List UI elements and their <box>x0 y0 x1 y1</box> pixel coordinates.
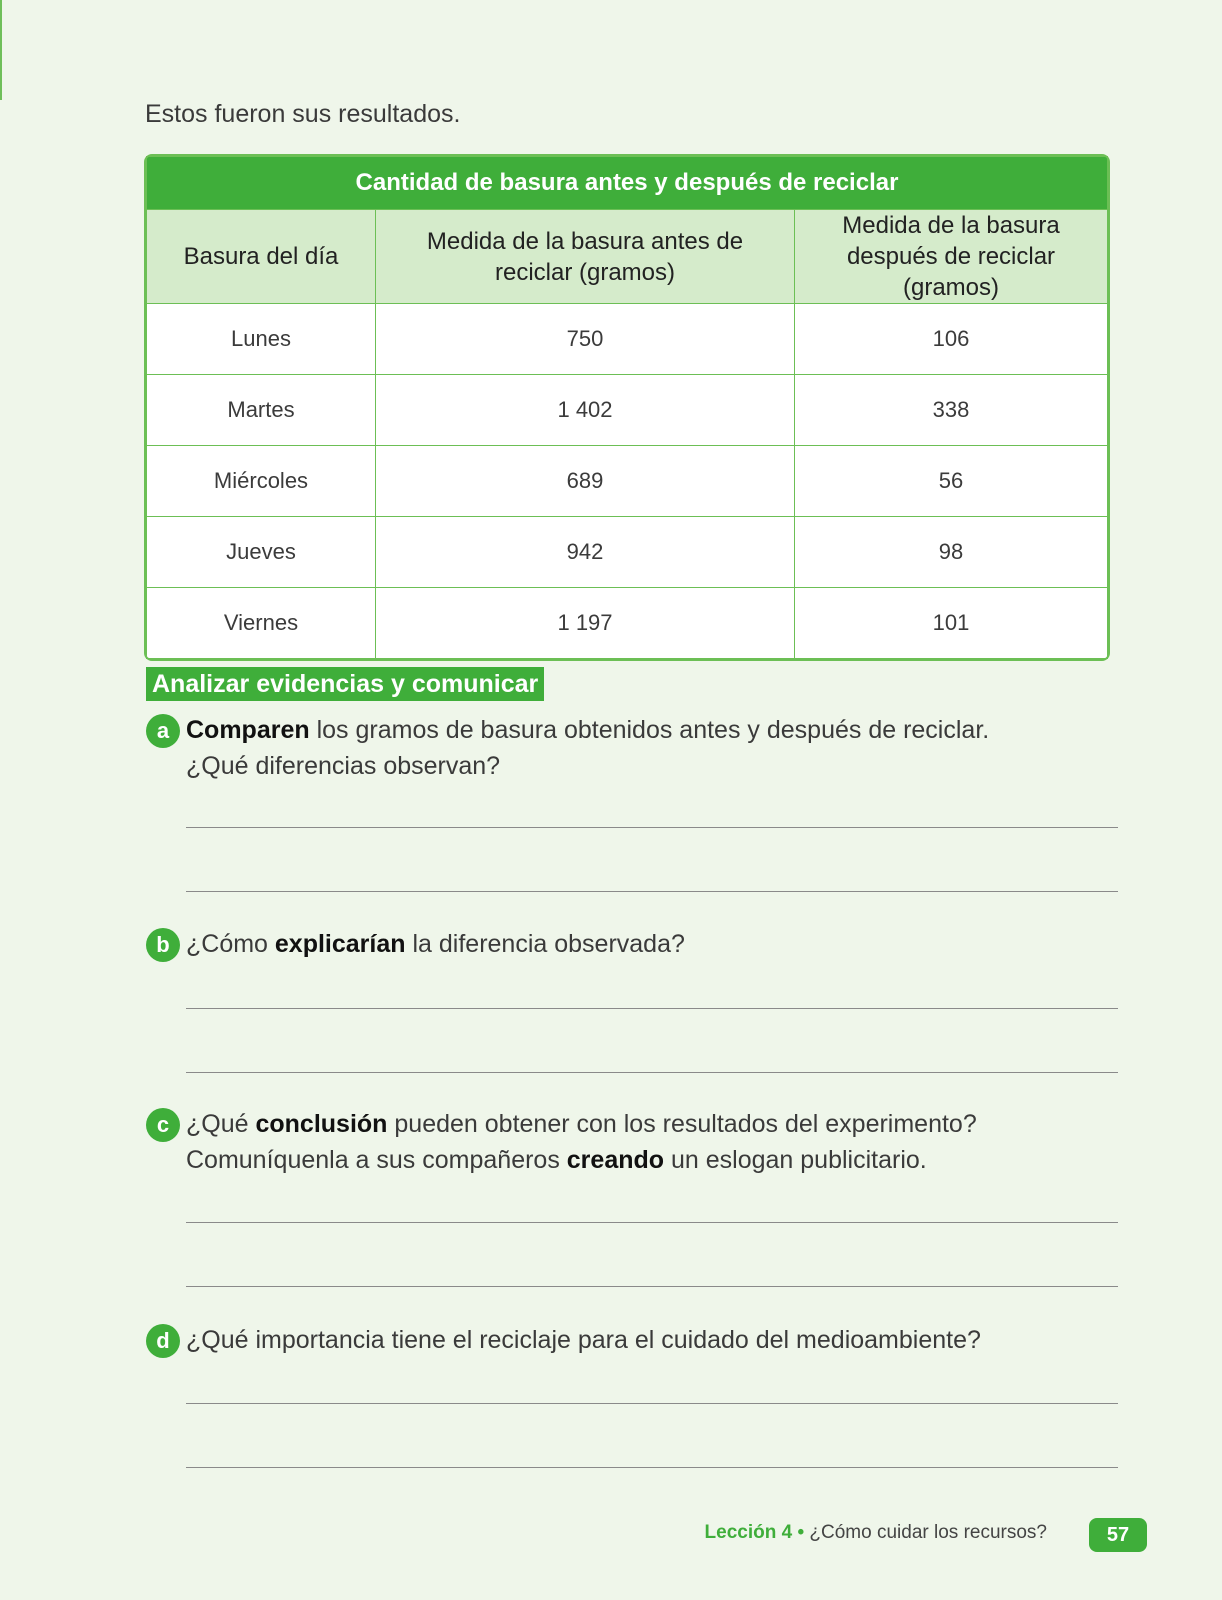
intro-text: Estos fueron sus resultados. <box>145 100 461 128</box>
page-footer <box>705 1522 1047 1544</box>
table-row <box>147 588 1108 659</box>
cell-day: Viernes <box>147 588 376 659</box>
lesson-label: Lección 4 <box>704 1522 793 1543</box>
answer-line-a2[interactable] <box>186 891 1118 892</box>
table-row <box>147 375 1108 446</box>
cell-before: 1 197 <box>376 588 795 659</box>
text-part: ¿Qué diferencias observan? <box>186 752 501 780</box>
cell-day: Miércoles <box>147 446 376 517</box>
question-c <box>146 1106 1086 1178</box>
answer-line-c1[interactable] <box>186 1222 1118 1223</box>
keyword: creando <box>566 1146 665 1174</box>
question-text <box>186 926 1086 962</box>
cell-before: 1 402 <box>376 375 795 446</box>
question-letter-badge: b <box>146 928 180 962</box>
header-after: Medida de la basura después de reciclar (gramos) <box>795 210 1108 304</box>
cell-before: 942 <box>376 517 795 588</box>
question-letter-badge: a <box>146 714 180 748</box>
page-number: 57 <box>1089 1518 1147 1552</box>
text-part: un eslogan publicitario. <box>664 1146 927 1174</box>
question-a <box>146 712 1086 784</box>
table-row <box>147 446 1108 517</box>
cell-day: Martes <box>147 375 376 446</box>
answer-line-d2[interactable] <box>186 1467 1118 1468</box>
question-text <box>186 1106 1086 1178</box>
text-part: Comuníquenla a sus compañeros <box>186 1146 567 1174</box>
cell-after: 56 <box>795 446 1108 517</box>
cell-before: 750 <box>376 304 795 375</box>
page-edge-mark <box>0 0 2 100</box>
results-table <box>146 156 1108 659</box>
section-title: Analizar evidencias y comunicar <box>146 667 544 701</box>
question-letter-badge: c <box>146 1108 180 1142</box>
table-row <box>147 517 1108 588</box>
question-text: ¿Qué importancia tiene el reciclaje para el cuidado del medioambiente? <box>186 1326 981 1354</box>
cell-after: 101 <box>795 588 1108 659</box>
cell-day: Lunes <box>147 304 376 375</box>
table-title: Cantidad de basura antes y después de reciclar <box>147 157 1108 210</box>
question-letter-badge: d <box>146 1324 180 1358</box>
footer-bullet: • <box>797 1522 805 1543</box>
text-part: ¿Qué <box>186 1110 256 1138</box>
cell-day: Jueves <box>147 517 376 588</box>
text-part: los gramos de basura obtenidos antes y después de reciclar. <box>309 716 990 744</box>
header-day: Basura del día <box>147 210 376 304</box>
answer-line-d1[interactable] <box>186 1403 1118 1404</box>
text-part: pueden obtener con los resultados del experimento? <box>387 1110 977 1138</box>
lesson-title: ¿Cómo cuidar los recursos? <box>809 1522 1047 1543</box>
question-b <box>146 926 1086 962</box>
keyword: explicarían <box>274 930 406 958</box>
answer-line-c2[interactable] <box>186 1286 1118 1287</box>
text-part: la diferencia observada? <box>405 930 685 958</box>
answer-line-b2[interactable] <box>186 1072 1118 1073</box>
answer-line-b1[interactable] <box>186 1008 1118 1009</box>
text-part: ¿Cómo <box>186 930 275 958</box>
question-text <box>186 712 1086 784</box>
keyword: conclusión <box>255 1110 388 1138</box>
cell-after: 106 <box>795 304 1108 375</box>
cell-after: 98 <box>795 517 1108 588</box>
header-before: Medida de la basura antes de reciclar (gramos) <box>376 210 795 304</box>
question-d <box>146 1322 1086 1358</box>
cell-after: 338 <box>795 375 1108 446</box>
table-row <box>147 304 1108 375</box>
keyword: Comparen <box>186 716 310 744</box>
answer-line-a1[interactable] <box>186 827 1118 828</box>
cell-before: 689 <box>376 446 795 517</box>
